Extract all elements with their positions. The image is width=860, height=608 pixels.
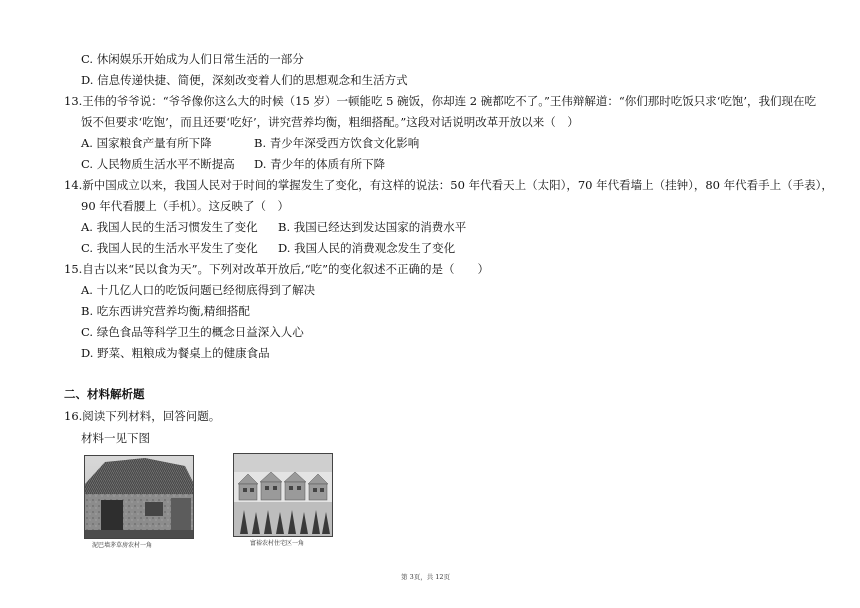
photo-village-houses xyxy=(233,453,333,537)
thatched-hut-image xyxy=(85,456,193,538)
q14-stem-line1: 14.新中国成立以来，我国人民对于时间的掌握发生了变化，有这样的说法：50 年代看天上（太阳），70 年代看墙上（挂钟），80 年代看手上（手表）， xyxy=(64,178,833,192)
q15-stem: 15.自古以来“民以食为天”。下列对改革开放后,“吃”的变化叙述不正确的是（ ） xyxy=(64,262,489,276)
q13-option-a: A. 国家粮食产量有所下降 xyxy=(81,136,212,150)
q15-option-d: D. 野菜、粗粮成为餐桌上的健康食品 xyxy=(81,346,270,360)
village-houses-image xyxy=(234,454,332,536)
photo-thatched-hut xyxy=(84,455,194,539)
page-number: 第 3页，共 12页 xyxy=(401,573,451,581)
q14-options-cd xyxy=(81,240,455,256)
q13-options-ab xyxy=(81,135,419,151)
q12-option-c: C. 休闲娱乐开始成为人们日常生活的一部分 xyxy=(81,52,304,66)
q16-stem: 16.阅读下列材料，回答问题。 xyxy=(64,409,221,423)
q14-option-a: A. 我国人民的生活习惯发生了变化 xyxy=(81,220,258,234)
q14-option-d: D. 我国人民的消费观念发生了变化 xyxy=(278,241,456,255)
q13-options-cd xyxy=(81,156,385,172)
q14-option-c: C. 我国人民的生活水平发生了变化 xyxy=(81,241,258,255)
q15-option-c: C. 绿色食品等科学卫生的概念日益深入人心 xyxy=(81,325,304,339)
q13-option-d: D. 青少年的体质有所下降 xyxy=(254,157,386,171)
caption-village-houses: 富裕农村住宅区一角 xyxy=(250,540,305,547)
section-title: 二、材料解析题 xyxy=(64,387,145,401)
q16-material-label: 材料一见下图 xyxy=(81,431,150,445)
caption-thatched-hut: 泥巴墙茅草房农村一角 xyxy=(92,542,153,549)
q12-option-d: D. 信息传递快捷、简便，深刻改变着人们的思想观念和生活方式 xyxy=(81,73,408,87)
q13-option-b: B. 青少年深受西方饮食文化影响 xyxy=(254,136,420,150)
q15-option-a: A. 十几亿人口的吃饭问题已经彻底得到了解决 xyxy=(81,283,316,297)
q14-options-ab xyxy=(81,219,466,235)
q14-option-b: B. 我国已经达到发达国家的消费水平 xyxy=(278,220,467,234)
q13-stem-line1: 13.王伟的爷爷说：“爷爷像你这么大的时候（15 岁）一顿能吃 5 碗饭，你却连 2 碗都吃不了。”王伟辩解道：“你们那时吃饭只求‘吃饱’，我们现在吃 xyxy=(64,94,817,108)
q15-option-b: B. 吃东西讲究营养均衡,精细搭配 xyxy=(81,304,250,318)
q13-option-c: C. 人民物质生活水平不断提高 xyxy=(81,157,235,171)
q14-stem-line2: 90 年代看腰上（手机）。这反映了（ ） xyxy=(81,199,290,213)
q13-stem-line2: 饭不但要求‘吃饱’，而且还要‘吃好’，讲究营养均衡，粗细搭配。”这段对话说明改革开放以来（ ） xyxy=(81,115,579,129)
